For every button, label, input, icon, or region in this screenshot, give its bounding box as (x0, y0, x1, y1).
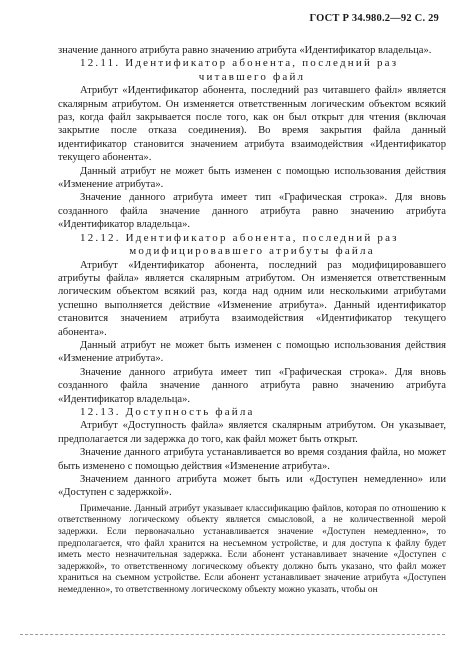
paragraph: Значение данного атрибута имеет тип «Графическая строка». Для вновь созданного файла значение данного атрибута равно значению атрибута «Идентификатор владельца». (58, 366, 446, 405)
page-bottom-rule (20, 634, 445, 637)
paragraph: Атрибут «Идентификатор абонента, последний раз читавшего файл» является скалярным атрибутом. Он изменяется ответственным логическим объектом всякий раз, когда файл закрывается после того, как он был открыт для чтения (включая закрытие после отказа соединения). Во время закрытия файла данный идентификатор становится значением атрибута взаимодействия «Идентификатор текущего абонента». (58, 85, 446, 164)
paragraph: Атрибут «Доступность файла» является скалярным атрибутом. Он указывает, предполагается ли задержка до того, как файл может быть открыт. (58, 420, 446, 445)
paragraph: Значение данного атрибута устанавливается во время создания файла, но может быть изменено с помощью действия «Изменение атрибута». (58, 447, 446, 472)
paragraph: Данный атрибут не может быть изменен с помощью использования действия «Изменение атрибута». (58, 165, 446, 191)
section-heading-12-13: 12.13. Доступность файла (80, 405, 255, 418)
section-heading-12-11: 12.11. Идентификатор абонента, последний раз (80, 57, 399, 70)
paragraph: Значение данного атрибута имеет тип «Графическая строка». Для вновь созданного файла значение данного атрибута равно значению атрибута «Идентификатор владельца». (58, 192, 446, 231)
section-heading-12-12: 12.12. Идентификатор абонента, последний раз (80, 231, 399, 244)
section-heading-12-12-cont: модифицировавшего атрибуты файла (129, 245, 375, 258)
page-header: ГОСТ Р 34.980.2—92 С. 29 (309, 13, 439, 24)
paragraph: Данный атрибут не может быть изменен с помощью использования действия «Изменение атрибута». (58, 339, 446, 365)
page-body (58, 44, 446, 597)
paragraph: значение данного атрибута равно значению атрибута «Идентификатор владельца». (58, 45, 432, 56)
paragraph: Атрибут «Идентификатор абонента, последний раз модифицировавшего атрибуты файла» является скалярным атрибутом. Он изменяется ответственным логическим объектом всякий раз, когда над одним или несколькими атрибутами успешно выполняется действие «Изменение атрибута». Данный идентификатор становится значением атрибута взаимодействия «Идентификатор текущего абонента». (58, 259, 446, 338)
note-paragraph: Примечание. Данный атрибут указывает классификацию файлов, которая по отношению к ответственному логическому объекту является смысловой, а не количественной мерой задержки. Если первоначально устанавливается значение «Доступен немедленно», то предполагается, что файл хранится на несъемном устройстве, и для доступа к файлу будет иметь место незначительная задержка. Если абонент устанавливает значение «Доступен с задержкой», то ответственному логическому объекту должно быть указано, что файл может храниться на съемном устройстве. Если абонент устанавливает значение атрибута «Доступен немедленно», то ответственному логическому объекту можно указать, чтобы он (58, 503, 446, 595)
paragraph: Значением данного атрибута может быть или «Доступен немедленно» или «Доступен с задержкой». (58, 474, 446, 499)
section-heading-12-11-cont: читавшего файл (198, 70, 306, 83)
